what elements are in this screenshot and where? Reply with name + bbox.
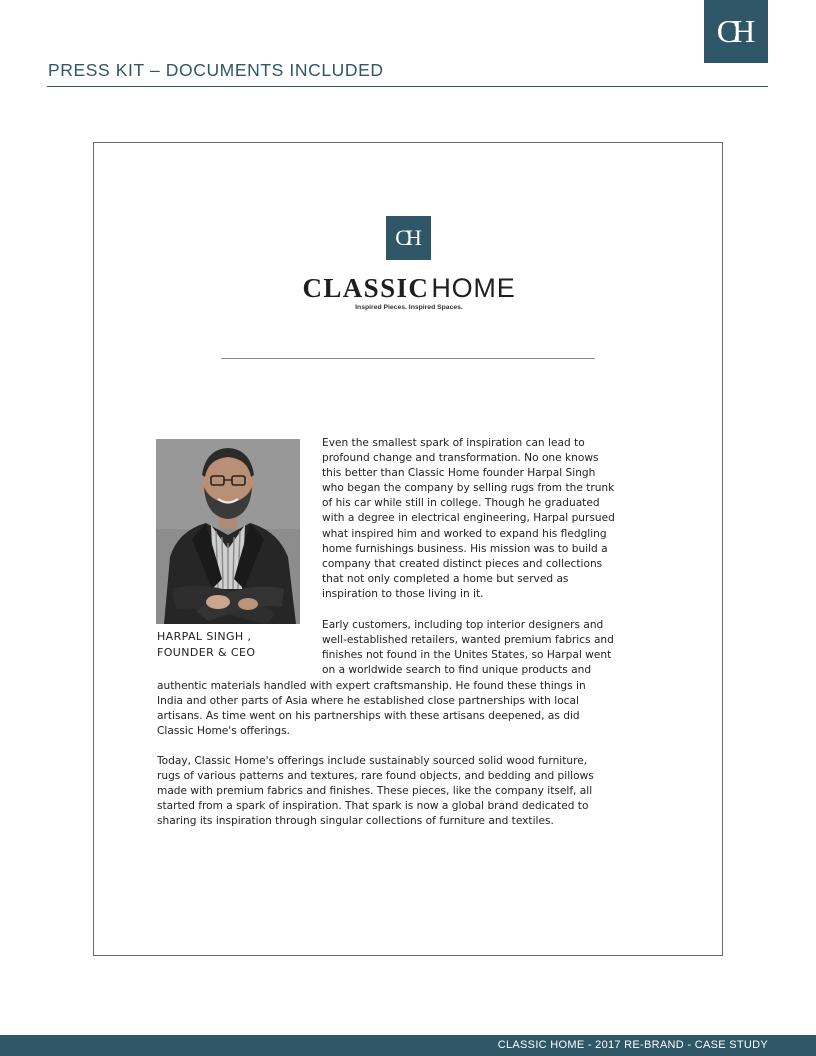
text-line: finishes not found in the Unites States, so Harpal went [322,649,612,662]
body-paragraph-3 [157,754,594,829]
text-line: this better than Classic Home founder Harpal Singh [322,467,596,480]
logo-wordmark [283,273,535,303]
caption-role: FOUNDER & CEO [157,645,256,659]
text-line: with a degree in electrical engineering, Harpal pursued [322,512,615,525]
text-line: Early customers, including top interior designers and [322,619,604,631]
caption-name: HARPAL SINGH , [157,630,252,643]
text-line: authentic materials handled with expert craftsmanship. He found these things in [157,680,586,692]
text-line: Classic Home's offerings. [157,725,291,738]
text-line: profound change and transformation. No one knows [322,452,599,465]
text-line: home furnishings business. His mission was to build a [322,542,608,555]
logo-monogram [386,216,431,260]
text-line: company that created distinct pieces and collections [322,557,603,570]
body-paragraph-1 [322,436,615,602]
text-line: of his car while still in college. Though he graduated [322,497,600,510]
text-line: India and other parts of Asia where he established close partnerships with local [157,695,579,708]
text-line: artisans. As time went on his partnerships with these artisans deepened, as did [157,710,580,723]
header-divider [47,86,768,87]
body-paragraph-2-bottom [157,679,586,739]
footer-text: CLASSIC HOME - 2017 RE-BRAND - CASE STUDY [497,1039,768,1051]
page-title: PRESS KIT – DOCUMENTS INCLUDED [48,60,384,80]
text-line: on a worldwide search to find unique products and [322,664,592,677]
text-line: well-established retailers, wanted premium fabrics and [322,634,614,647]
text-line: rugs of various patterns and textures, rare found objects, and bedding and pillows [157,770,594,783]
text-line: inspiration to those living in it. [322,587,484,600]
text-line: sharing its inspiration through singular collections of furniture and textiles. [157,815,554,828]
text-line: who began the company by selling rugs from the trunk [322,482,615,495]
body-paragraph-2-top [322,618,614,678]
portrait-photo-illustration [156,439,300,624]
wordmark-home: HOME [431,273,516,303]
portrait-caption [157,629,307,660]
footer-bar [0,1035,816,1056]
logo-monogram-text: CH [395,225,418,250]
section-divider [221,358,595,359]
text-line: started from a spark of inspiration. That spark is now a global brand dedicated to [157,800,589,813]
text-line: Even the smallest spark of inspiration can lead to [322,437,585,449]
monogram-text: CH [716,13,750,49]
text-line: Today, Classic Home's offerings include sustainably sourced solid wood furniture, [157,755,588,767]
text-line: made with premium fabrics and finishes. These pieces, like the company itself, all [157,785,593,798]
text-line: what inspired him and worked to expand his fledgling [322,527,607,540]
header-brand-monogram [704,0,768,63]
text-line: that not only completed a home but served as [322,572,569,585]
founder-portrait [156,439,300,624]
logo-tagline: Inspired Pieces. Inspired Spaces. [355,304,463,311]
wordmark-classic: CLASSIC [302,273,430,303]
